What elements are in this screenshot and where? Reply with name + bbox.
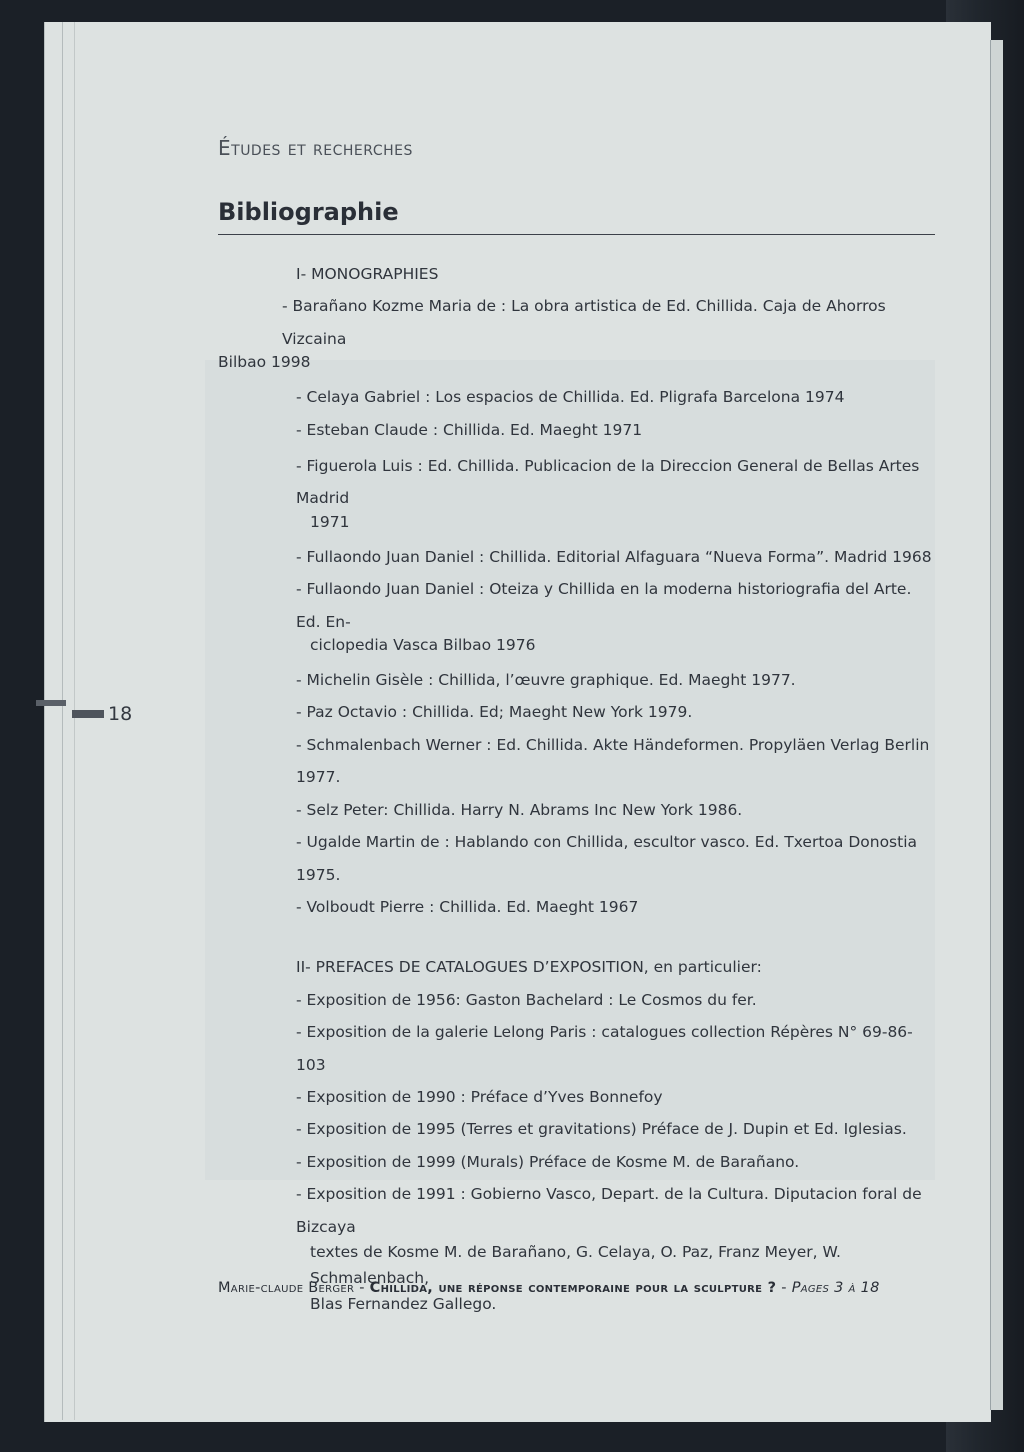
bibliography-entry: - Fullaondo Juan Daniel : Oteiza y Chillida en la moderna historiografia del Arte. Ed. En-	[296, 580, 912, 631]
page-stack-edge	[62, 22, 63, 1420]
footer-article-title: Chillida, une réponse contemporaine pour la sculpture ?	[369, 1280, 777, 1296]
page-marker	[36, 700, 66, 706]
bibliography-entry: - Exposition de 1991 : Gobierno Vasco, Depart. de la Cultura. Diputacion foral de Bizcaya	[296, 1185, 922, 1236]
footer-separator: -	[776, 1280, 792, 1296]
footer-pages: Pages 3 à 18	[791, 1280, 880, 1296]
bibliography-entry: - Figuerola Luis : Ed. Chillida. Publicacion de la Direccion General de Bellas Artes Madrid	[296, 457, 920, 508]
page-stack-edge	[74, 22, 75, 1420]
section-gap	[296, 923, 936, 951]
footer-author: Marie-claude Berger -	[218, 1280, 370, 1296]
next-page-edge	[990, 40, 1003, 1410]
page-number: 18	[108, 703, 133, 725]
bibliography-entry: - Exposition de 1990 : Préface d’Yves Bonnefoy	[296, 1087, 663, 1106]
bibliography-entry: - Exposition de 1999 (Murals) Préface de Kosme M. de Barañano.	[296, 1152, 800, 1171]
bibliography-entry-continuation: Bilbao 1998	[218, 353, 311, 372]
bibliography-entry-continuation: ciclopedia Vasca Bilbao 1976	[310, 636, 536, 655]
bibliography-entry: - Paz Octavio : Chillida. Ed; Maeght New York 1979.	[296, 703, 693, 722]
section-heading: II- PREFACES DE CATALOGUES D’EXPOSITION, en particulier:	[296, 958, 762, 977]
bibliography-entry: - Exposition de la galerie Lelong Paris : catalogues collection Répères N° 69-86-103	[296, 1023, 913, 1074]
page-marker	[72, 710, 104, 718]
title-rule	[218, 234, 935, 235]
bibliography-entry-continuation: textes de Kosme M. de Barañano, G. Celaya, O. Paz, Franz Meyer, W. Schmalenbach,	[310, 1242, 841, 1287]
bibliography-entry: - Celaya Gabriel : Los espacios de Chillida. Ed. Pligrafa Barcelona 1974	[296, 388, 845, 407]
bibliography-entry: - Michelin Gisèle : Chillida, l’œuvre graphique. Ed. Maeght 1977.	[296, 671, 796, 690]
bibliography-entry: - Selz Peter: Chillida. Harry N. Abrams Inc New York 1986.	[296, 800, 743, 819]
bibliography-entry: - Esteban Claude : Chillida. Ed. Maeght 1971	[296, 420, 643, 439]
section-heading: I- MONOGRAPHIES	[296, 265, 439, 283]
bibliography-entry: - Barañano Kozme Maria de : La obra artistica de Ed. Chillida. Caja de Ahorros Vizcaina	[282, 297, 886, 348]
bibliography-entry: - Volboudt Pierre : Chillida. Ed. Maeght 1967	[296, 897, 639, 916]
bibliography-entry-continuation: Blas Fernandez Gallego.	[310, 1294, 497, 1313]
bibliography-entry: - Schmalenbach Werner : Ed. Chillida. Akte Händeformen. Propyläen Verlag Berlin 1977.	[296, 735, 930, 787]
bibliography-entry: - Ugalde Martin de : Hablando con Chillida, escultor vasco. Ed. Txertoa Donostia 1975.	[296, 833, 918, 884]
bibliography-entry: - Fullaondo Juan Daniel : Chillida. Editorial Alfaguara “Nueva Forma”. Madrid 1968	[296, 547, 932, 566]
bibliography-entry: - Exposition de 1995 (Terres et gravitations) Préface de J. Dupin et Ed. Iglesias.	[296, 1120, 907, 1139]
bibliography-entry: - Exposition de 1956: Gaston Bachelard : Le Cosmos du fer.	[296, 990, 757, 1009]
section-header: Études et recherches	[218, 136, 413, 160]
page-title: Bibliographie	[218, 198, 399, 226]
bibliography-entry-continuation: 1971	[310, 512, 350, 531]
running-footer	[218, 1280, 938, 1296]
